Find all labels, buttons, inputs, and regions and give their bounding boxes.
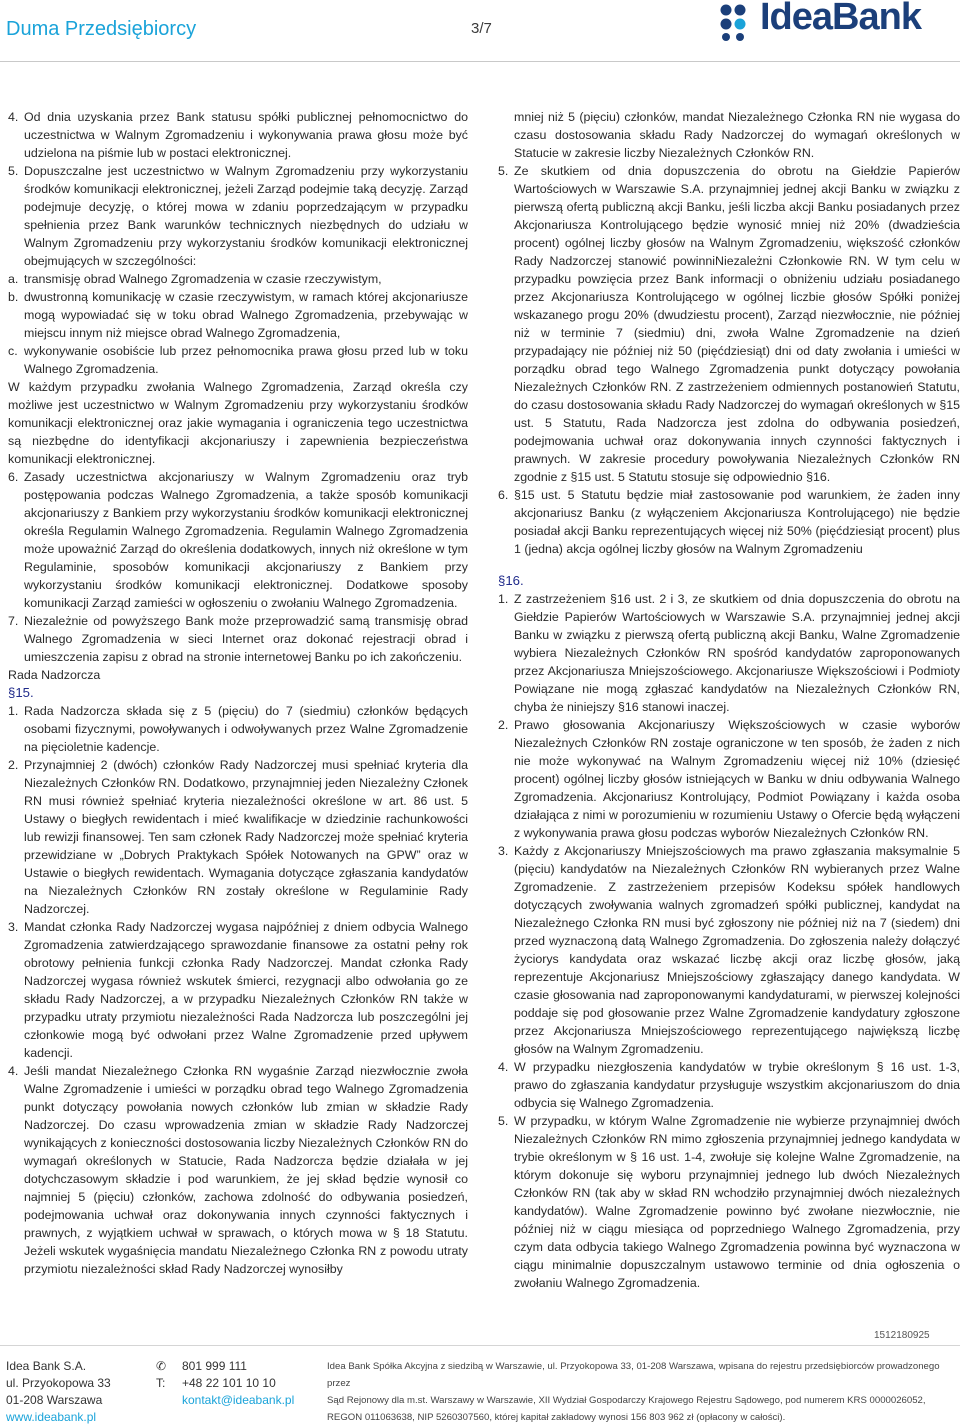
paragraph-5: 5. Dopuszczalne jest uczestnictwo w Walnym Zgromadzeniu przy wykorzystaniu środków komunikacji elektronicznej, jeżeli Zarząd podejmie taką decyzję. Zarząd podejmuje decyzję, o której mowa w zdaniu poprzedzającym w przypadku spełnienia przez Bank warunków technicznych niezbędnych do udziału w Walnym Zgromadzeniu przy wykorzystaniu środków komunikacji elektronicznej obejmujących w szczególności: [8,164,468,268]
paragraph-5b: b. dwustronną komunikację w czasie rzeczywistym, w ramach której akcjonariusze mogą wypowiadać się w toku obrad Walnego Zgromadzenia, przebywając w miejscu innym niż miejsce obrad Walnego Zgromadzenia, [8,290,468,340]
s16-item-3: 3. Każdy z Akcjonariuszy Mniejszościowych ma prawo zgłaszania maksymalnie 5 (pięciu) kandydatów na Niezależnych Członków RN wybieranych przez Walne Zgromadzenie. Z zastrzeżeniem przepisów Kodeksu spółek handlowych dotyczących zwoływania walnych zgromadzeń spółki publicznej, kandydat na Niezależnego Członka RN musi być zgłoszony nie później niż na 7 (siedem) dni przed wyznaczoną datą Walnego Zgromadzenia. Do zgłoszenia należy dołączyć życiorys kandydata oraz wskazać liczbę akcji oraz liczbę głosów, jaką reprezentuje Akcjonariusz Mniejszościowy zgłaszający danego kandydata. W czasie głosowania nad zaproponowanymi kandydaturami, w pierwszej kolejności poddaje się pod głosowanie przez Walne Zgromadzenie kandydatury zgłoszone przez Akcjonariusza Mniejszościowego reprezentującego największą liczbę głosów na Walnym Zgromadzeniu. [498,844,960,1056]
paragraph-5-tail: W każdym przypadku zwołania Walnego Zgromadzenia, Zarząd określa czy możliwe jest uczestnictwo w Walnym Zgromadzeniu przy wykorzystaniu środków komunikacji elektronicznej oraz jakie wymagania i ograniczenia tego uczestnictwa są niezbędne do identyfikacji akcjonariuszy i zapewnienia bezpieczeństwa komunikacji elektronicznej. [8,380,468,466]
s16-item-5: 5. W przypadku, w którym Walne Zgromadzenie nie wybierze przynajmniej dwóch Niezależnych Członków RN mimo zgłoszenia przynajmniej jednego kandydata w trybie określonym w § 16 ust. 1-4, zwołuje się kolejne Walne Zgromadzenie, na którym dokonuje się wyboru przynajmniej jednego lub dwóch Niezależnych Członków RN (tak aby w skład RN wchodziło przynajmniej dwóch niezależnych kandydatów). Walne Zgromadzenie powinno być zwołane niezwłocznie, nie później niż w ciągu miesiąca od poprzedniego Walnego Zgromadzenia, przy czym data odbycia takiego Walnego Zgromadzenia powinna być wyznaczona w ciągu minimalnie dopuszczalnym ustawowo terminie od dnia ogłoszenia o zwołaniu Walnego Zgromadzenia. [498,1114,960,1290]
bank-city: 01-208 Warszawa [6,1393,103,1407]
section-number-16: §16. [498,573,524,588]
document-id: 1512180925 [874,1330,930,1341]
footer-contact [156,1358,294,1409]
phone-icon: ✆ [156,1359,167,1373]
page-number: 3/7 [471,20,492,37]
footer-legal [327,1358,959,1426]
s15-item-1: 1. Rada Nadzorcza składa się z 5 (pięciu) do 7 (siedmiu) członków będących osobami fizycznymi, powoływanych i odwoływanych przez Walne Zgromadzenie na pięcioletnie kadencje. [8,704,468,754]
section-number-15: §15. [8,685,34,700]
tel-number: +48 22 101 10 10 [182,1376,276,1390]
legal-line-2: Sąd Rejonowy dla m.st. Warszawy w Warszawie, XII Wydział Gospodarczy Krajowego Rejestru Sądowego, pod numerem KRS 0000026052, [327,1395,926,1406]
s15-item-3: 3. Mandat członka Rady Nadzorczej wygasa najpóźniej z dniem odbycia Walnego Zgromadzenia zatwierdzającego sprawozdanie finansowe za ostatni pełny rok obrotowy pełnienia funkcji członka Rady Nadzorczej. Mandat członka Rady Nadzorczej wygasa również wskutek śmierci, rezygnacji albo odwołania go ze składu Rady Nadzorczej, a w przypadku Niezależnych Członków RN także w przypadku utraty przymiotu niezależności Rada Nadzorcza lub poszczególni jej członkowie mogą być odwołani przez Walne Zgromadzenie przed upływem kadencji. [8,920,468,1060]
s15-item-4-continued: mniej niż 5 (pięciu) członków, mandat Niezależnego Członka RN nie wygasa do czasu dostosowania składu Rady Nadzorczej do wymagań określonych w Statucie w zakresie liczby Niezależnych Członków RN. [514,110,960,160]
idea-bank-logo [718,0,960,44]
footer-divider [0,1345,960,1346]
bank-name: Idea Bank S.A. [6,1359,87,1373]
header-title: Duma Przedsiębiorcy [6,18,197,40]
paragraph-5c: c. wykonywanie osobiście lub przez pełnomocnika prawa głosu przed lub w toku Walnego Zgromadzenia. [8,344,468,376]
left-column [8,108,468,1278]
paragraph-7: 7. Niezależnie od powyższego Bank może przeprowadzić samą transmisję obrad Walnego Zgromadzenia w sieci Internet oraz dokonać rejestracji obrad i umieszczenia zapisu z obrad na stronie internetowej Banku po ich zakończeniu. [8,614,468,664]
page-header [0,0,960,62]
paragraph-4: 4. Od dnia uzyskania przez Bank statusu spółki publicznej pełnomocnictwo do uczestnictwa w Walnym Zgromadzeniu i wykonywania prawa głosu może być udzielona na piśmie lub w postaci elektronicznej. [8,110,468,160]
paragraph-5a: a. transmisję obrad Walnego Zgromadzenia w czasie rzeczywistym, [8,272,382,286]
legal-line-1: Idea Bank Spółka Akcyjna z siedzibą w Warszawie, ul. Przyokopowa 33, 01-208 Warszawa, wpisana do rejestru przedsiębiorców prowadzonego przez [327,1361,940,1389]
bank-street: ul. Przyokopowa 33 [6,1376,111,1390]
tel-label: T: [156,1376,166,1390]
hotline-number: 801 999 111 [182,1359,247,1373]
email-link[interactable]: kontakt@ideabank.pl [182,1393,295,1407]
s15-item-6: 6. §15 ust. 5 Statutu będzie miał zastosowanie pod warunkiem, że żaden inny akcjonariusz Banku (z wyłączeniem Akcjonariusza Kontrolującego) nie będzie posiadał akcji Banku reprezentujących więcej niż 50% (pięćdziesiąt procent) plus 1 (jedna) akcja ogólnej liczby głosów na Walnym Zgromadzeniu [498,488,960,556]
logo-text: IdeaBank [760,0,921,38]
legal-line-3: REGON 011063638, NIP 5260307560, której kapitał zakładowy wynosi 156 803 962 zł (opłacony w całości). [327,1412,786,1423]
paragraph-6: 6. Zasady uczestnictwa akcjonariuszy w Walnym Zgromadzeniu oraz tryb postępowania podczas Walnego Zgromadzenia, a także sposób komunikacji akcjonariuszy z Bankiem przy wykorzystaniu środków komunikacji elektronicznej określa Regulamin Walnego Zgromadzenia. Regulamin Walnego Zgromadzenia może upoważnić Zarząd do określenia dodatkowych, innych niż określone w tym Regulaminie, sposobów komunikacji akcjonariuszy z Bankiem przy wykorzystaniu środków komunikacji elektronicznej. Dodatkowe sposoby komunikacji Zarząd zamieści w ogłoszeniu o zwołaniu Walnego Zgromadzenia. [8,470,468,610]
s16-item-1: 1. Z zastrzeżeniem §16 ust. 2 i 3, ze skutkiem od dnia dopuszczenia do obrotu na Giełdzie Papierów Wartościowych w Warszawie S.A. przynajmniej jednej akcji Banku w związku z pierwszą ofertą publiczną akcji Banku, Walne Zgromadzenie wybiera Niezależnych Członków RN spośród kandydatów zaproponowanych przez Akcjonariusza Mniejszościowego. Akcjonariusze Większościowi i Podmioty Powiązane nie mogą zgłaszać kandydatów na Niezależnych Członków RN, chyba że niniejszy §16 stanowi inaczej. [498,592,960,714]
s15-item-5: 5. Ze skutkiem od dnia dopuszczenia do obrotu na Giełdzie Papierów Wartościowych w Warszawie S.A. przynajmniej jednej akcji Banku w związku z pierwszą ofertą publiczną akcji Banku, jeśli liczba akcji Banku posiadanych przez Akcjonariusza Kontrolującego będzie wynosić mniej niż 20% (dwadzieścia procent) ogólnej liczby głosów na Walnym Zgromadzeniu, większość członków Rady Nadzorczej stanowić powinniNiezależni Członkowie RN. W tym celu w przypadku powzięcia przez Bank informacji o obniżeniu udziału posiadanego przez Akcjonariusza Kontrolującego w ogólnej liczbie głosów Spółki poniżej wskazanego progu 20% (dwudziestu procent), Zarząd niezwłocznie, nie później niż w terminie 7 (siedmiu) dni, zwoła Walne Zgromadzenie na dzień przypadający nie później niż 50 (pięćdziesiąt) dni od daty zwołania i umieści w porządku obrad tego Walnego Zgromadzenia punkt dotyczący powołania Niezależnych Członków RN. Z zastrzeżeniem odmiennych postanowień Statutu, do czasu dostosowania składu Rady Nadzorczej do wymagań określonych w §15 ust. 5 Statutu, Rada Nadzorcza jest zdolna do odbywania posiedzeń, podejmowania uchwał oraz dokonywania innych czynności faktycznych i prawnych. W zakresie procedury powoływania Niezależnych Członków RN zgodnie z §15 ust. 5 Statutu stosuje się odpowiednio §16. [498,164,960,484]
s15-item-4: 4. Jeśli mandat Niezależnego Członka RN wygaśnie Zarząd niezwłocznie zwoła Walne Zgromadzenie i umieści w porządku obrad tego Walnego Zgromadzenia punkt dotyczący powołania nowych członków lub zmian w składzie Rady Nadzorczej. Do czasu wprowadzenia zmian w składzie Rady Nadzorczej wynikających z konieczności dostosowania liczby Niezależnych Członków RN do wymagań określonych w Statucie, Rada Nadzorcza będzie działała w jej dotychczasowym składzie i pod warunkiem, że jej skład będzie wynosił co najmniej 5 (pięciu) członków, zachowa zdolność do odbywania posiedzeń, podejmowania uchwał oraz dokonywania innych czynności faktycznych i prawnych, z wyjątkiem uchwał w sprawach, o których mowa w § 18 Statutu. Jeżeli wskutek wygaśnięcia mandatu Niezależnego Członka RN z powodu utraty przymiotu niezależności skład Rady Nadzorczej wynosiłby [8,1064,468,1276]
website-link[interactable]: www.ideabank.pl [6,1410,97,1424]
s15-item-2: 2. Przynajmniej 2 (dwóch) członków Rady Nadzorczej musi spełniać kryteria dla Niezależnych Członków RN. Dodatkowo, przynajmniej jeden Niezależny Członek RN musi również spełniać kryteria niezależności określone w art. 86 ust. 5 Ustawy o biegłych rewidentach i mieć kwalifikacje w dziedzinie rachunkowości lub rewizji finansowej. Ten sam członek Rady Nadzorczej może spełniać kryteria przewidziane w „Dobrych Praktykach Spółek Notowanych na GPW” oraz w Ustawie o biegłych rewidentach. Wymagania dotyczące zgłaszania kandydatów na Niezależnych Członków RN zostały określone w Regulaminie Rady Nadzorczej. [8,758,468,916]
s16-item-2: 2. Prawo głosowania Akcjonariuszy Większościowych w czasie wyborów Niezależnych Członków RN zostaje ograniczone w ten sposób, że żaden z nich nie może wykonywać na Walnym Zgromadzeniu więcej niż 10% (dziesięć procent) ogólnej liczby głosów istniejących w Banku w dniu odbywania Walnego Zgromadzenia. Akcjonariusz Kontrolujący, Podmiot Powiązany i każda osoba działająca z nimi w porozumieniu w rozumieniu Ustawy o Ofercie będą wyłączeni z wykonywania prawa głosu podczas wyborów Niezależnych Członków RN. [498,718,960,840]
section-title: Rada Nadzorcza [8,668,101,682]
footer-address [6,1358,111,1426]
right-column [498,108,960,1292]
logo-dots-icon [718,2,758,42]
s16-item-4: 4. W przypadku niezgłoszenia kandydatów w trybie określonym § 16 ust. 1-3, prawo do zgłaszania kandydatur przysługuje wszystkim akcjonariuszom do dnia odbycia się Walnego Zgromadzenia. [498,1060,960,1110]
header-divider [0,61,960,62]
